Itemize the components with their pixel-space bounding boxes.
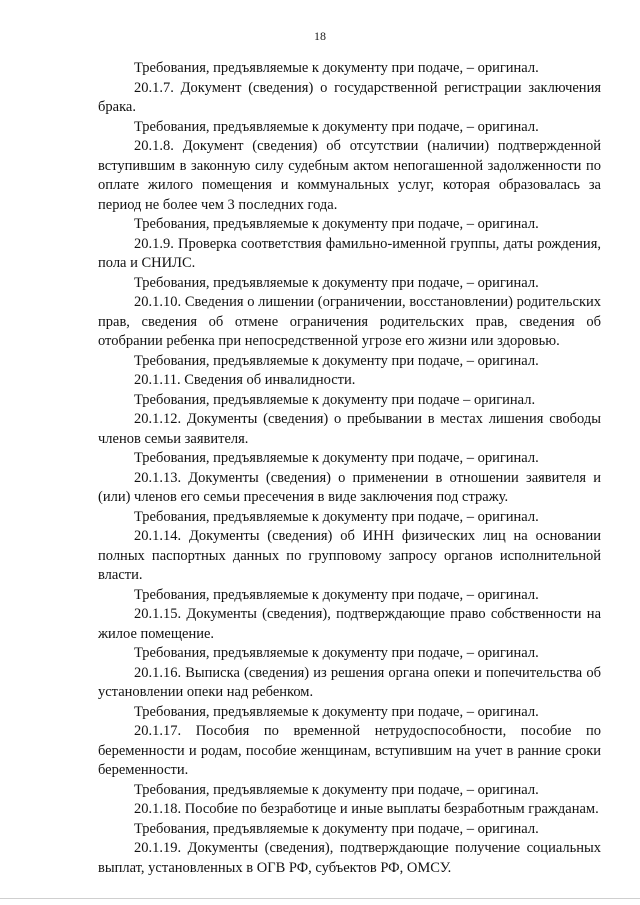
- paragraph: Требования, предъявляемые к документу при подаче, – оригинал.: [134, 216, 539, 232]
- paragraph: 20.1.19. Документы (сведения), подтверждающие получение социальных выплат, установленных в ОГВ РФ, субъектов РФ, ОМСУ.: [98, 840, 601, 876]
- document-body: [98, 59, 601, 878]
- paragraph: Требования, предъявляемые к документу при подаче, – оригинал.: [134, 352, 539, 369]
- scan-edge-divider: [0, 898, 640, 899]
- paragraph: 20.1.16. Выписка (сведения) из решения органа опеки и попечительства об установлении опеки над ребенком.: [98, 664, 601, 700]
- paragraph: 20.1.11. Сведения об инвалидности.: [134, 372, 356, 388]
- paragraph: Требования, предъявляемые к документу при подаче, – оригинал.: [134, 645, 539, 661]
- paragraph: 20.1.18. Пособие по безработице и иные выплаты безработным гражданам.: [134, 801, 599, 817]
- paragraph: Требования, предъявляемые к документу при подаче, – оригинал.: [134, 118, 539, 135]
- paragraph: Требования, предъявляемые к документу при подаче, – оригинал.: [134, 586, 539, 603]
- paragraph: Требования, предъявляемые к документу при подаче, – оригинал.: [134, 60, 539, 76]
- paragraph: Требования, предъявляемые к документу при подаче, – оригинал.: [134, 450, 539, 466]
- paragraph: Требования, предъявляемые к документу при подаче, – оригинал.: [134, 781, 539, 798]
- paragraph: 20.1.8. Документ (сведения) об отсутствии (наличии) подтвержденной вступившим в законную силу судебным актом непогашенной задолженности по оплате жилого помещения и коммунальных услуг, которая образовалась за период не более чем 3 последних года.: [98, 138, 601, 213]
- paragraph: Требования, предъявляемые к документу при подаче, – оригинал.: [134, 274, 539, 291]
- paragraph: 20.1.9. Проверка соответствия фамильно-именной группы, даты рождения, пола и СНИЛС.: [98, 235, 601, 271]
- paragraph: Требования, предъявляемые к документу при подаче, – оригинал.: [134, 508, 539, 525]
- paragraph: 20.1.15. Документы (сведения), подтверждающие право собственности на жилое помещение.: [98, 606, 601, 642]
- paragraph: Требования, предъявляемые к документу при подаче – оригинал.: [134, 391, 536, 408]
- paragraph: 20.1.14. Документы (сведения) об ИНН физических лиц на основании полных паспортных данных по групповому запросу органов исполнительной власти.: [98, 528, 601, 583]
- paragraph: 20.1.17. Пособия по временной нетрудоспособности, пособие по беременности и родам, пособие женщинам, вступившим на учет в ранние сроки беременности.: [98, 723, 601, 778]
- paragraph: 20.1.12. Документы (сведения) о пребывании в местах лишения свободы членов семьи заявителя.: [98, 411, 601, 447]
- paragraph: 20.1.7. Документ (сведения) о государственной регистрации заключения брака.: [98, 79, 601, 115]
- paragraph: Требования, предъявляемые к документу при подаче, – оригинал.: [134, 820, 539, 837]
- paragraph: 20.1.13. Документы (сведения) о применении в отношении заявителя и (или) членов его семьи пресечения в виде заключения под стражу.: [98, 469, 601, 505]
- paragraph: 20.1.10. Сведения о лишении (ограничении, восстановлении) родительских прав, сведения об отмене ограничения родительских прав, сведения об отобрании ребенка при непосредственной угрозе его жизни или здоровью.: [98, 294, 601, 349]
- paragraph: Требования, предъявляемые к документу при подаче, – оригинал.: [134, 703, 539, 720]
- page-number: 18: [314, 29, 326, 43]
